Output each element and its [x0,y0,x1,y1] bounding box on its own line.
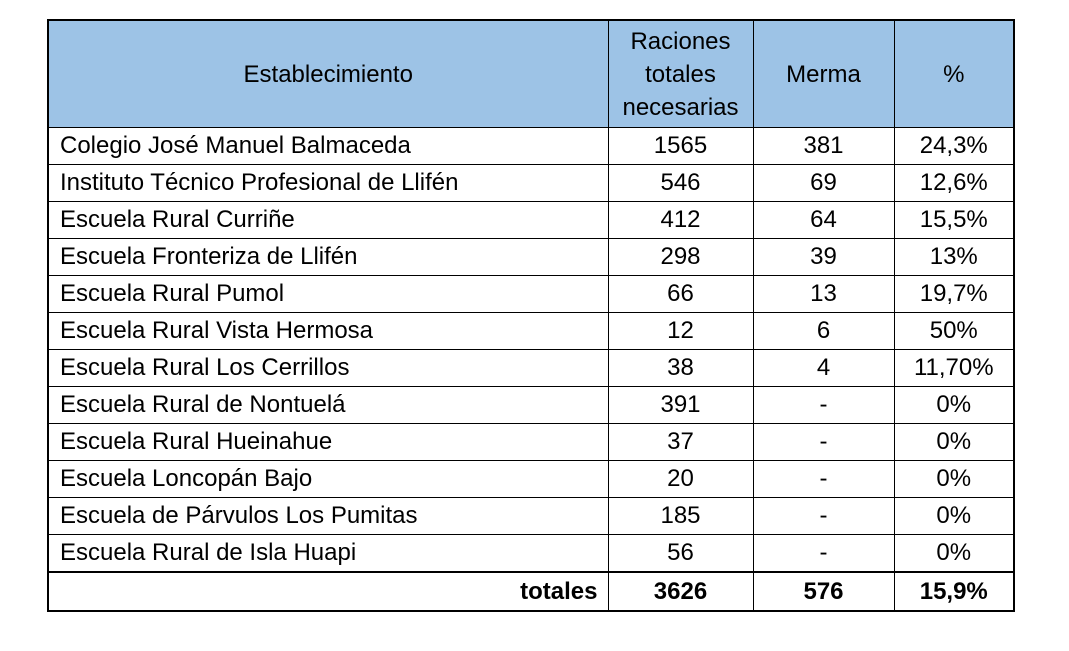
merma-cell: - [753,498,894,535]
table-row [48,276,1014,313]
establecimiento-cell: Escuela Loncopán Bajo [48,461,608,498]
porcentaje-cell: 0% [894,387,1014,424]
raciones-cell: 185 [608,498,753,535]
merma-cell: 13 [753,276,894,313]
porcentaje-cell: 19,7% [894,276,1014,313]
merma-cell: 64 [753,202,894,239]
porcentaje-cell: 0% [894,535,1014,573]
table-row [48,313,1014,350]
porcentaje-cell: 24,3% [894,128,1014,165]
porcentaje-cell: 0% [894,424,1014,461]
totals-row [48,572,1014,611]
header-raciones: Raciones totales necesarias [608,20,753,128]
porcentaje-cell: 0% [894,498,1014,535]
merma-cell: - [753,535,894,573]
merma-cell: 69 [753,165,894,202]
totals-porcentaje: 15,9% [894,572,1014,611]
table-row [48,239,1014,276]
porcentaje-cell: 11,70% [894,350,1014,387]
header-row [48,20,1014,128]
establecimiento-cell: Escuela Rural Pumol [48,276,608,313]
header-establecimiento: Establecimiento [48,20,608,128]
establecimiento-cell: Escuela Rural Vista Hermosa [48,313,608,350]
table-row [48,424,1014,461]
raciones-cell: 66 [608,276,753,313]
raciones-cell: 37 [608,424,753,461]
table-row [48,535,1014,573]
table-row [48,202,1014,239]
establecimiento-cell: Escuela Fronteriza de Llifén [48,239,608,276]
merma-cell: - [753,461,894,498]
merma-cell: 39 [753,239,894,276]
raciones-cell: 38 [608,350,753,387]
merma-cell: - [753,387,894,424]
porcentaje-cell: 12,6% [894,165,1014,202]
table-row [48,387,1014,424]
establecimiento-cell: Escuela Rural Curriñe [48,202,608,239]
establecimiento-cell: Colegio José Manuel Balmaceda [48,128,608,165]
table-row [48,498,1014,535]
rations-table [47,19,1015,612]
porcentaje-cell: 0% [894,461,1014,498]
raciones-cell: 412 [608,202,753,239]
establecimiento-cell: Escuela Rural de Isla Huapi [48,535,608,573]
header-merma: Merma [753,20,894,128]
raciones-cell: 12 [608,313,753,350]
porcentaje-cell: 13% [894,239,1014,276]
establecimiento-cell: Escuela Rural Los Cerrillos [48,350,608,387]
raciones-cell: 56 [608,535,753,573]
porcentaje-cell: 15,5% [894,202,1014,239]
table-body [48,128,1014,573]
merma-cell: 6 [753,313,894,350]
merma-cell: 381 [753,128,894,165]
totals-raciones: 3626 [608,572,753,611]
table-row [48,461,1014,498]
raciones-cell: 298 [608,239,753,276]
porcentaje-cell: 50% [894,313,1014,350]
raciones-cell: 1565 [608,128,753,165]
establecimiento-cell: Escuela Rural de Nontuelá [48,387,608,424]
raciones-cell: 546 [608,165,753,202]
merma-cell: 4 [753,350,894,387]
establecimiento-cell: Escuela de Párvulos Los Pumitas [48,498,608,535]
table-row [48,165,1014,202]
merma-cell: - [753,424,894,461]
table-row [48,350,1014,387]
establecimiento-cell: Instituto Técnico Profesional de Llifén [48,165,608,202]
raciones-cell: 20 [608,461,753,498]
totals-merma: 576 [753,572,894,611]
totals-label: totales [48,572,608,611]
raciones-cell: 391 [608,387,753,424]
table-row [48,128,1014,165]
establecimiento-cell: Escuela Rural Hueinahue [48,424,608,461]
header-porcentaje: % [894,20,1014,128]
